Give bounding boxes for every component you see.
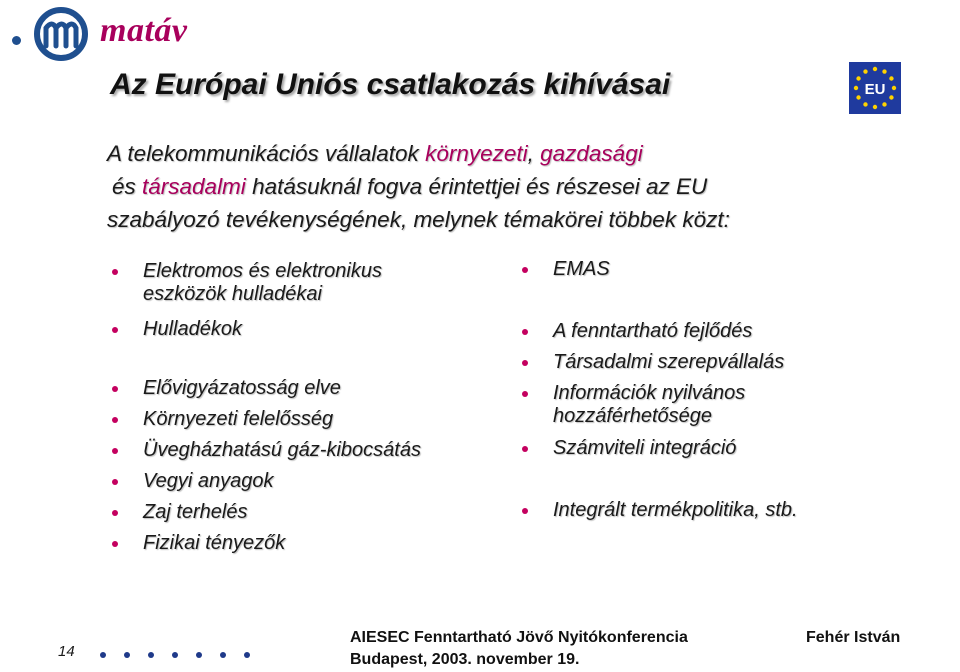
bullet-icon (112, 510, 118, 516)
slide-title: Az Európai Uniós csatlakozás kihívásai (110, 68, 671, 101)
bullet-icon (112, 327, 118, 333)
bullet-icon (112, 448, 118, 454)
footer-conference: AIESEC Fenntartható Jövő Nyitókonferencia (350, 629, 688, 646)
bullet-icon (112, 386, 118, 392)
dot-icon (100, 652, 106, 658)
footer-date: Budapest, 2003. november 19. (350, 651, 580, 668)
dot-icon (148, 652, 154, 658)
matav-logo-text: matáv (100, 12, 188, 49)
logo-dot (12, 36, 21, 45)
page-number: 14 (58, 643, 75, 660)
bullet-icon (522, 329, 528, 335)
dot-icon (196, 652, 202, 658)
right-topic-list: EMAS A fenntartható fejlődés Társadalmi szerepvállalás Információk nyilvános hozzáférhetősége Számviteli integráció Integrált termékpolitika, stb. (522, 0, 942, 672)
footer-author: Fehér István (806, 629, 901, 646)
intro-keyword-economic: gazdasági (540, 141, 643, 166)
bullet-icon (522, 360, 528, 366)
dot-icon (244, 652, 250, 658)
dot-icon (172, 652, 178, 658)
left-topic-list: Elektromos és elektronikus eszközök hulladékai Hulladékok Elővigyázatosság elve Környezeti felelősség Üvegházhatású gáz-kibocsátás Vegyi anyagok Zaj terhelés Fizikai tényezők (112, 0, 512, 672)
dot-icon (124, 652, 130, 658)
bullet-icon (522, 508, 528, 514)
bullet-icon (112, 417, 118, 423)
matav-logo-icon (28, 6, 94, 62)
intro-keyword-social: társadalmi (142, 174, 246, 199)
bullet-icon (522, 267, 528, 273)
bullet-icon (112, 479, 118, 485)
bullet-icon (522, 446, 528, 452)
bullet-icon (112, 269, 118, 275)
footer-dots (100, 645, 268, 663)
intro-line-2: és társadalmi hatásuknál fogva érintettjei és részesei az EU (112, 174, 708, 199)
intro-line-1: A telekommunikációs vállalatok környezeti, gazdasági (107, 141, 643, 166)
intro-line-3: szabályozó tevékenységének, melynek témakörei többek közt: (107, 207, 730, 232)
intro-keyword-environmental: környezeti (425, 141, 528, 166)
bullet-icon (522, 391, 528, 397)
bullet-icon (112, 541, 118, 547)
eu-flag-label: EU (864, 81, 886, 98)
dot-icon (220, 652, 226, 658)
